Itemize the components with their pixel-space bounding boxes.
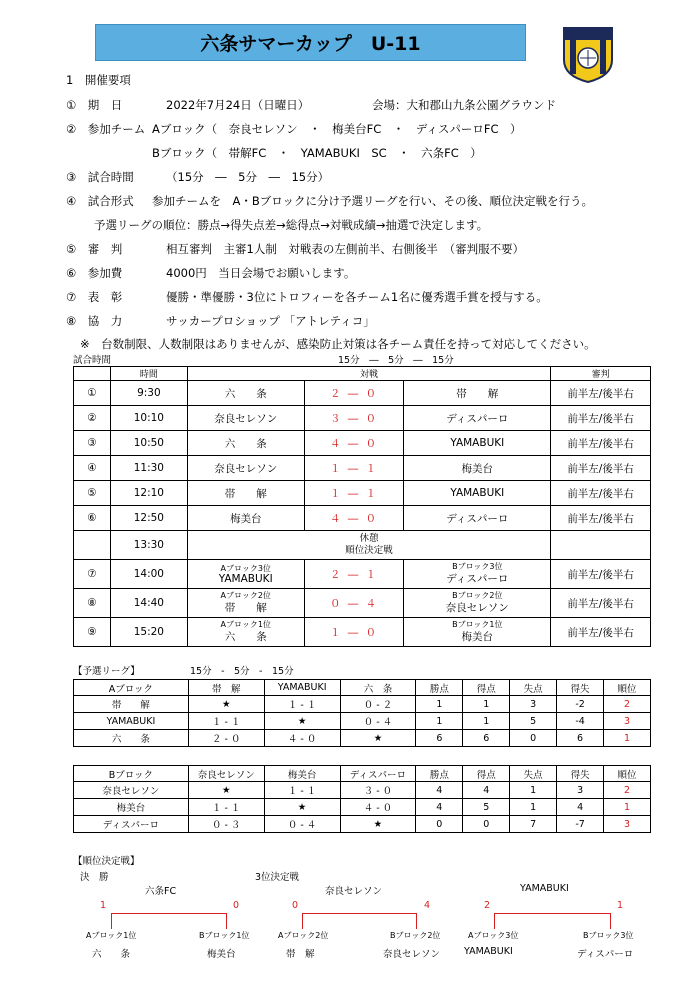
bracket-right-seed: Bブロック3位: [583, 931, 634, 940]
match-time: 14:00: [110, 560, 187, 589]
stat-cell: 0: [416, 816, 463, 833]
left-seed: Aブロック3位: [220, 563, 271, 573]
row-team: YAMABUKI: [74, 713, 189, 730]
stat-cell: 5: [463, 799, 510, 816]
bracket-lines: [494, 913, 611, 929]
bracket-right-seed: Bブロック1位: [199, 931, 250, 940]
match-no: ⑤: [74, 481, 111, 506]
match-ref: 前半左/後半右: [551, 589, 651, 618]
schedule-format: 15分 ― 5分 ― 15分: [338, 355, 454, 366]
result-cell: ０ ‐ ４: [264, 816, 340, 833]
match-left-team: 六 条: [224, 631, 267, 643]
table-row: [74, 696, 651, 713]
table-row: [74, 816, 651, 833]
col-rank: 順位: [604, 766, 651, 782]
match-no: ⑥: [74, 506, 111, 531]
match-no: ③: [74, 431, 111, 456]
row-team: 梅美台: [74, 799, 189, 816]
match-right-cell: [404, 560, 551, 589]
col-goal-diff: 得失: [557, 680, 604, 696]
result-cell: ★: [340, 816, 416, 833]
format-label: ④ 試合形式: [66, 194, 134, 208]
stat-cell: 6: [416, 730, 463, 747]
stat-cell: 1: [510, 799, 557, 816]
match-left-team: 六 条: [187, 381, 304, 406]
table-row: [74, 730, 651, 747]
table-row: [74, 713, 651, 730]
match-right-cell: [404, 618, 551, 647]
block-b-table: [73, 765, 651, 833]
fee-value: 4000円 当日会場でお願いします。: [166, 266, 356, 280]
match-score: ４ ― ０: [304, 431, 404, 456]
result-cell: ２ ‐ ０: [188, 730, 264, 747]
table-row: [74, 618, 651, 647]
result-cell: ★: [188, 696, 264, 713]
stat-cell: -7: [557, 816, 604, 833]
col-points: 勝点: [416, 766, 463, 782]
match-right-team: ディスパーロ: [404, 506, 551, 531]
stat-cell: 5: [510, 713, 557, 730]
row-team: 帯 解: [74, 696, 189, 713]
col-goals-for: 得点: [463, 766, 510, 782]
match-no: ④: [74, 456, 111, 481]
break-ref: [551, 531, 651, 560]
stat-cell: 4: [416, 799, 463, 816]
match-time: 14:40: [110, 589, 187, 618]
match-ref: 前半左/後半右: [551, 456, 651, 481]
third-place-label: 3位決定戦: [255, 872, 300, 883]
bracket-lines: [111, 913, 227, 929]
bracket-right-score: 0: [233, 900, 240, 911]
bracket-left-team: 六 条: [92, 949, 131, 960]
block-a-header: [74, 680, 651, 696]
bracket-left-score: 2: [484, 900, 491, 911]
table-row: [74, 589, 651, 618]
bracket-winner: 奈良セレソン: [325, 886, 383, 897]
match-score: ２ ― １: [304, 560, 404, 589]
match-ref: 前半左/後半右: [551, 381, 651, 406]
match-time: 10:50: [110, 431, 187, 456]
match-left-team: 奈良セレソン: [187, 456, 304, 481]
break-label: 休憩: [359, 533, 379, 544]
break-time: 13:30: [110, 531, 187, 560]
row-team: 六 条: [74, 730, 189, 747]
col-rank: 順位: [604, 680, 651, 696]
right-seed: Bブロック2位: [452, 591, 503, 600]
result-cell: ３ ‐ ０: [340, 782, 416, 799]
stat-cell: 7: [510, 816, 557, 833]
row-team: 奈良セレソン: [74, 782, 189, 799]
result-cell: ★: [340, 730, 416, 747]
match-right-team: YAMABUKI: [404, 481, 551, 506]
match-no: ①: [74, 381, 111, 406]
award-value: 優勝・準優勝・3位にトロフィーを各チーム1名に優秀選手賞を授与する。: [166, 290, 548, 304]
match-score: ４ ― ０: [304, 506, 404, 531]
result-cell: １ ‐ １: [188, 713, 264, 730]
match-left-cell: [187, 560, 304, 589]
match-ref: 前半左/後半右: [551, 406, 651, 431]
match-left-team: 帯 解: [187, 481, 304, 506]
break-text: [187, 531, 550, 560]
match-no: ⑨: [74, 618, 111, 647]
match-score: １ ― １: [304, 481, 404, 506]
teams-label: ② 参加チーム: [66, 122, 146, 136]
bracket-right-seed: Bブロック2位: [390, 931, 441, 940]
rank-cell: 1: [604, 730, 651, 747]
match-score: １ ― ０: [304, 618, 404, 647]
match-time: 11:30: [110, 456, 187, 481]
result-cell: ０ ‐ ４: [340, 713, 416, 730]
result-cell: ０ ‐ ３: [188, 816, 264, 833]
match-ref: 前半左/後半右: [551, 481, 651, 506]
table-row: [74, 560, 651, 589]
match-ref: 前半左/後半右: [551, 560, 651, 589]
stat-cell: 3: [557, 782, 604, 799]
match-time: 10:10: [110, 406, 187, 431]
left-seed: Aブロック1位: [220, 620, 271, 629]
league-label: 【予選リーグ】: [73, 666, 140, 677]
match-left-cell: [187, 618, 304, 647]
match-no: ⑦: [74, 560, 111, 589]
placement-label: 順位決定戦: [345, 545, 393, 556]
bracket-right-team: 梅美台: [207, 949, 236, 960]
table-row: [74, 799, 651, 816]
match-ref: 前半左/後半右: [551, 506, 651, 531]
format-value: 参加チームを A・Bブロックに分け予選リーグを行い、その後、順位決定戦を行う。: [152, 194, 594, 208]
row-team: ディスパーロ: [74, 816, 189, 833]
block-a-teams: Aブロック（ 奈良セレソン ・ 梅美台FC ・ ディスパーロFC ）: [152, 122, 522, 136]
table-row: [74, 481, 651, 506]
section-heading: 1 開催要項: [66, 73, 131, 87]
col-team: YAMABUKI: [264, 680, 340, 696]
rank-cell: 3: [604, 816, 651, 833]
block-b-teams: Bブロック（ 帯解FC ・ YAMABUKI SC ・ 六条FC ）: [152, 146, 482, 160]
result-cell: ★: [264, 799, 340, 816]
bracket-right-team: 奈良セレソン: [383, 949, 441, 960]
table-row: [74, 381, 651, 406]
page-title-text: 六条サマーカップ U-11: [200, 33, 421, 55]
rank-cell: 2: [604, 782, 651, 799]
fee-label: ⑥ 参加費: [66, 266, 123, 280]
header-time: 時間: [110, 367, 187, 381]
ranking-label: 【順位決定戦】: [73, 856, 140, 867]
header-ref: 審判: [551, 367, 651, 381]
result-cell: ★: [188, 782, 264, 799]
bracket-left-team: 帯 解: [286, 949, 315, 960]
match-left-team: 六 条: [187, 431, 304, 456]
sponsor-value: サッカープロショップ 「アトレティコ」: [166, 314, 375, 328]
match-right-team: ディスパーロ: [446, 573, 509, 585]
schedule-label: 試合時間: [73, 355, 112, 366]
match-time: 15:20: [110, 618, 187, 647]
col-team: 帯 解: [188, 680, 264, 696]
right-seed: Bブロック3位: [452, 562, 503, 571]
match-score: ０ ― ４: [304, 589, 404, 618]
break-no: [74, 531, 111, 560]
match-score: １ ― １: [304, 456, 404, 481]
col-team: 梅美台: [264, 766, 340, 782]
match-left-team: 梅美台: [187, 506, 304, 531]
bracket-lines: [302, 913, 417, 929]
page-title: [95, 24, 526, 61]
bracket-winner: YAMABUKI: [520, 883, 569, 894]
block-a-table: [73, 679, 651, 747]
match-score: ３ ― ０: [304, 406, 404, 431]
stat-cell: 3: [510, 696, 557, 713]
bracket-right-score: 4: [424, 900, 431, 911]
stat-cell: 1: [510, 782, 557, 799]
match-right-team: YAMABUKI: [404, 431, 551, 456]
venue-text: 会場：大和郡山九条公園グラウンド: [372, 98, 556, 112]
match-time: 12:10: [110, 481, 187, 506]
stat-cell: -4: [557, 713, 604, 730]
bracket-left-score: 0: [292, 900, 299, 911]
match-right-team: 奈良セレソン: [445, 602, 509, 614]
stat-cell: 6: [557, 730, 604, 747]
result-cell: １ ‐ １: [264, 696, 340, 713]
stat-cell: -2: [557, 696, 604, 713]
period-label: ① 期 日: [66, 98, 123, 112]
format-note: 予選リーグの順位：勝点→得失点差→総得点→対戦成績→抽選で決定します。: [94, 218, 489, 232]
right-seed: Bブロック1位: [452, 620, 503, 629]
left-seed: Aブロック2位: [220, 591, 271, 600]
result-cell: １ ‐ １: [264, 782, 340, 799]
bracket-right-score: 1: [617, 900, 624, 911]
table-row: [74, 506, 651, 531]
bracket-left-seed: Aブロック3位: [468, 931, 519, 940]
match-ref: 前半左/後半右: [551, 618, 651, 647]
match-ref: 前半左/後半右: [551, 431, 651, 456]
stat-cell: 1: [416, 713, 463, 730]
stat-cell: 1: [463, 713, 510, 730]
stat-cell: 0: [463, 816, 510, 833]
bracket-winner: 六条FC: [145, 886, 177, 897]
bracket-right-team: ディスパーロ: [577, 949, 634, 960]
bracket-left-seed: Aブロック2位: [278, 931, 329, 940]
sponsor-label: ⑧ 協 力: [66, 314, 123, 328]
match-right-team: ディスパーロ: [404, 406, 551, 431]
match-right-team: 梅美台: [404, 456, 551, 481]
bracket-left-team: YAMABUKI: [464, 946, 513, 957]
rank-cell: 1: [604, 799, 651, 816]
rank-cell: 2: [604, 696, 651, 713]
col-goal-diff: 得失: [557, 766, 604, 782]
shield-logo-icon: [562, 24, 614, 84]
referee-label: ⑤ 審 判: [66, 242, 123, 256]
block-name: Bブロック: [74, 766, 189, 782]
break-row: [74, 531, 651, 560]
header-match: 対戦: [187, 367, 550, 381]
table-row: [74, 406, 651, 431]
col-goals-against: 失点: [510, 680, 557, 696]
stat-cell: 1: [416, 696, 463, 713]
final-label: 決 勝: [80, 872, 109, 883]
notice-text: ※ 台数制限、人数制限はありませんが、感染防止対策は各チーム責任を持って対応してください。: [80, 337, 596, 351]
col-goals-for: 得点: [463, 680, 510, 696]
result-cell: ４ ‐ ０: [264, 730, 340, 747]
bracket-left-score: 1: [100, 900, 107, 911]
result-cell: ★: [264, 713, 340, 730]
table-row: [74, 431, 651, 456]
stat-cell: 1: [463, 696, 510, 713]
referee-value: 相互審判 主審1人制 対戦表の左側前半、右側後半 （審判服不要）: [166, 242, 525, 256]
match-left-team: 帯 解: [224, 602, 267, 614]
stat-cell: 6: [463, 730, 510, 747]
league-format: 15分 ‐ 5分 ‐ 15分: [190, 666, 294, 677]
match-left-team: YAMABUKI: [218, 572, 273, 585]
stat-cell: 0: [510, 730, 557, 747]
result-cell: ４ ‐ ０: [340, 799, 416, 816]
match-right-team: 帯 解: [404, 381, 551, 406]
stat-cell: 4: [463, 782, 510, 799]
match-left-team: 奈良セレソン: [187, 406, 304, 431]
col-points: 勝点: [416, 680, 463, 696]
bracket-left-seed: Aブロック1位: [86, 931, 137, 940]
match-time: 12:50: [110, 506, 187, 531]
table-row: [74, 782, 651, 799]
match-right-team: 梅美台: [461, 631, 494, 643]
result-cell: ０ ‐ ２: [340, 696, 416, 713]
table-row: [74, 456, 651, 481]
block-b-header: [74, 766, 651, 782]
stat-cell: 4: [416, 782, 463, 799]
header-no: [74, 367, 111, 381]
col-team: ディスパーロ: [340, 766, 416, 782]
col-goals-against: 失点: [510, 766, 557, 782]
match-left-cell: [187, 589, 304, 618]
schedule-table: [73, 366, 651, 647]
match-time: 9:30: [110, 381, 187, 406]
rank-cell: 3: [604, 713, 651, 730]
result-cell: １ ‐ １: [188, 799, 264, 816]
award-label: ⑦ 表 彰: [66, 290, 123, 304]
period-value: 2022年7月24日（日曜日）: [166, 98, 310, 112]
match-no: ⑧: [74, 589, 111, 618]
time-value: （15分 ― 5分 ― 15分）: [166, 170, 330, 184]
match-no: ②: [74, 406, 111, 431]
col-team: 六 条: [340, 680, 416, 696]
match-score: ２ ― ０: [304, 381, 404, 406]
block-name: Aブロック: [74, 680, 189, 696]
stat-cell: 4: [557, 799, 604, 816]
schedule-header-row: [74, 367, 651, 381]
time-label: ③ 試合時間: [66, 170, 134, 184]
match-right-cell: [404, 589, 551, 618]
col-team: 奈良セレソン: [188, 766, 264, 782]
